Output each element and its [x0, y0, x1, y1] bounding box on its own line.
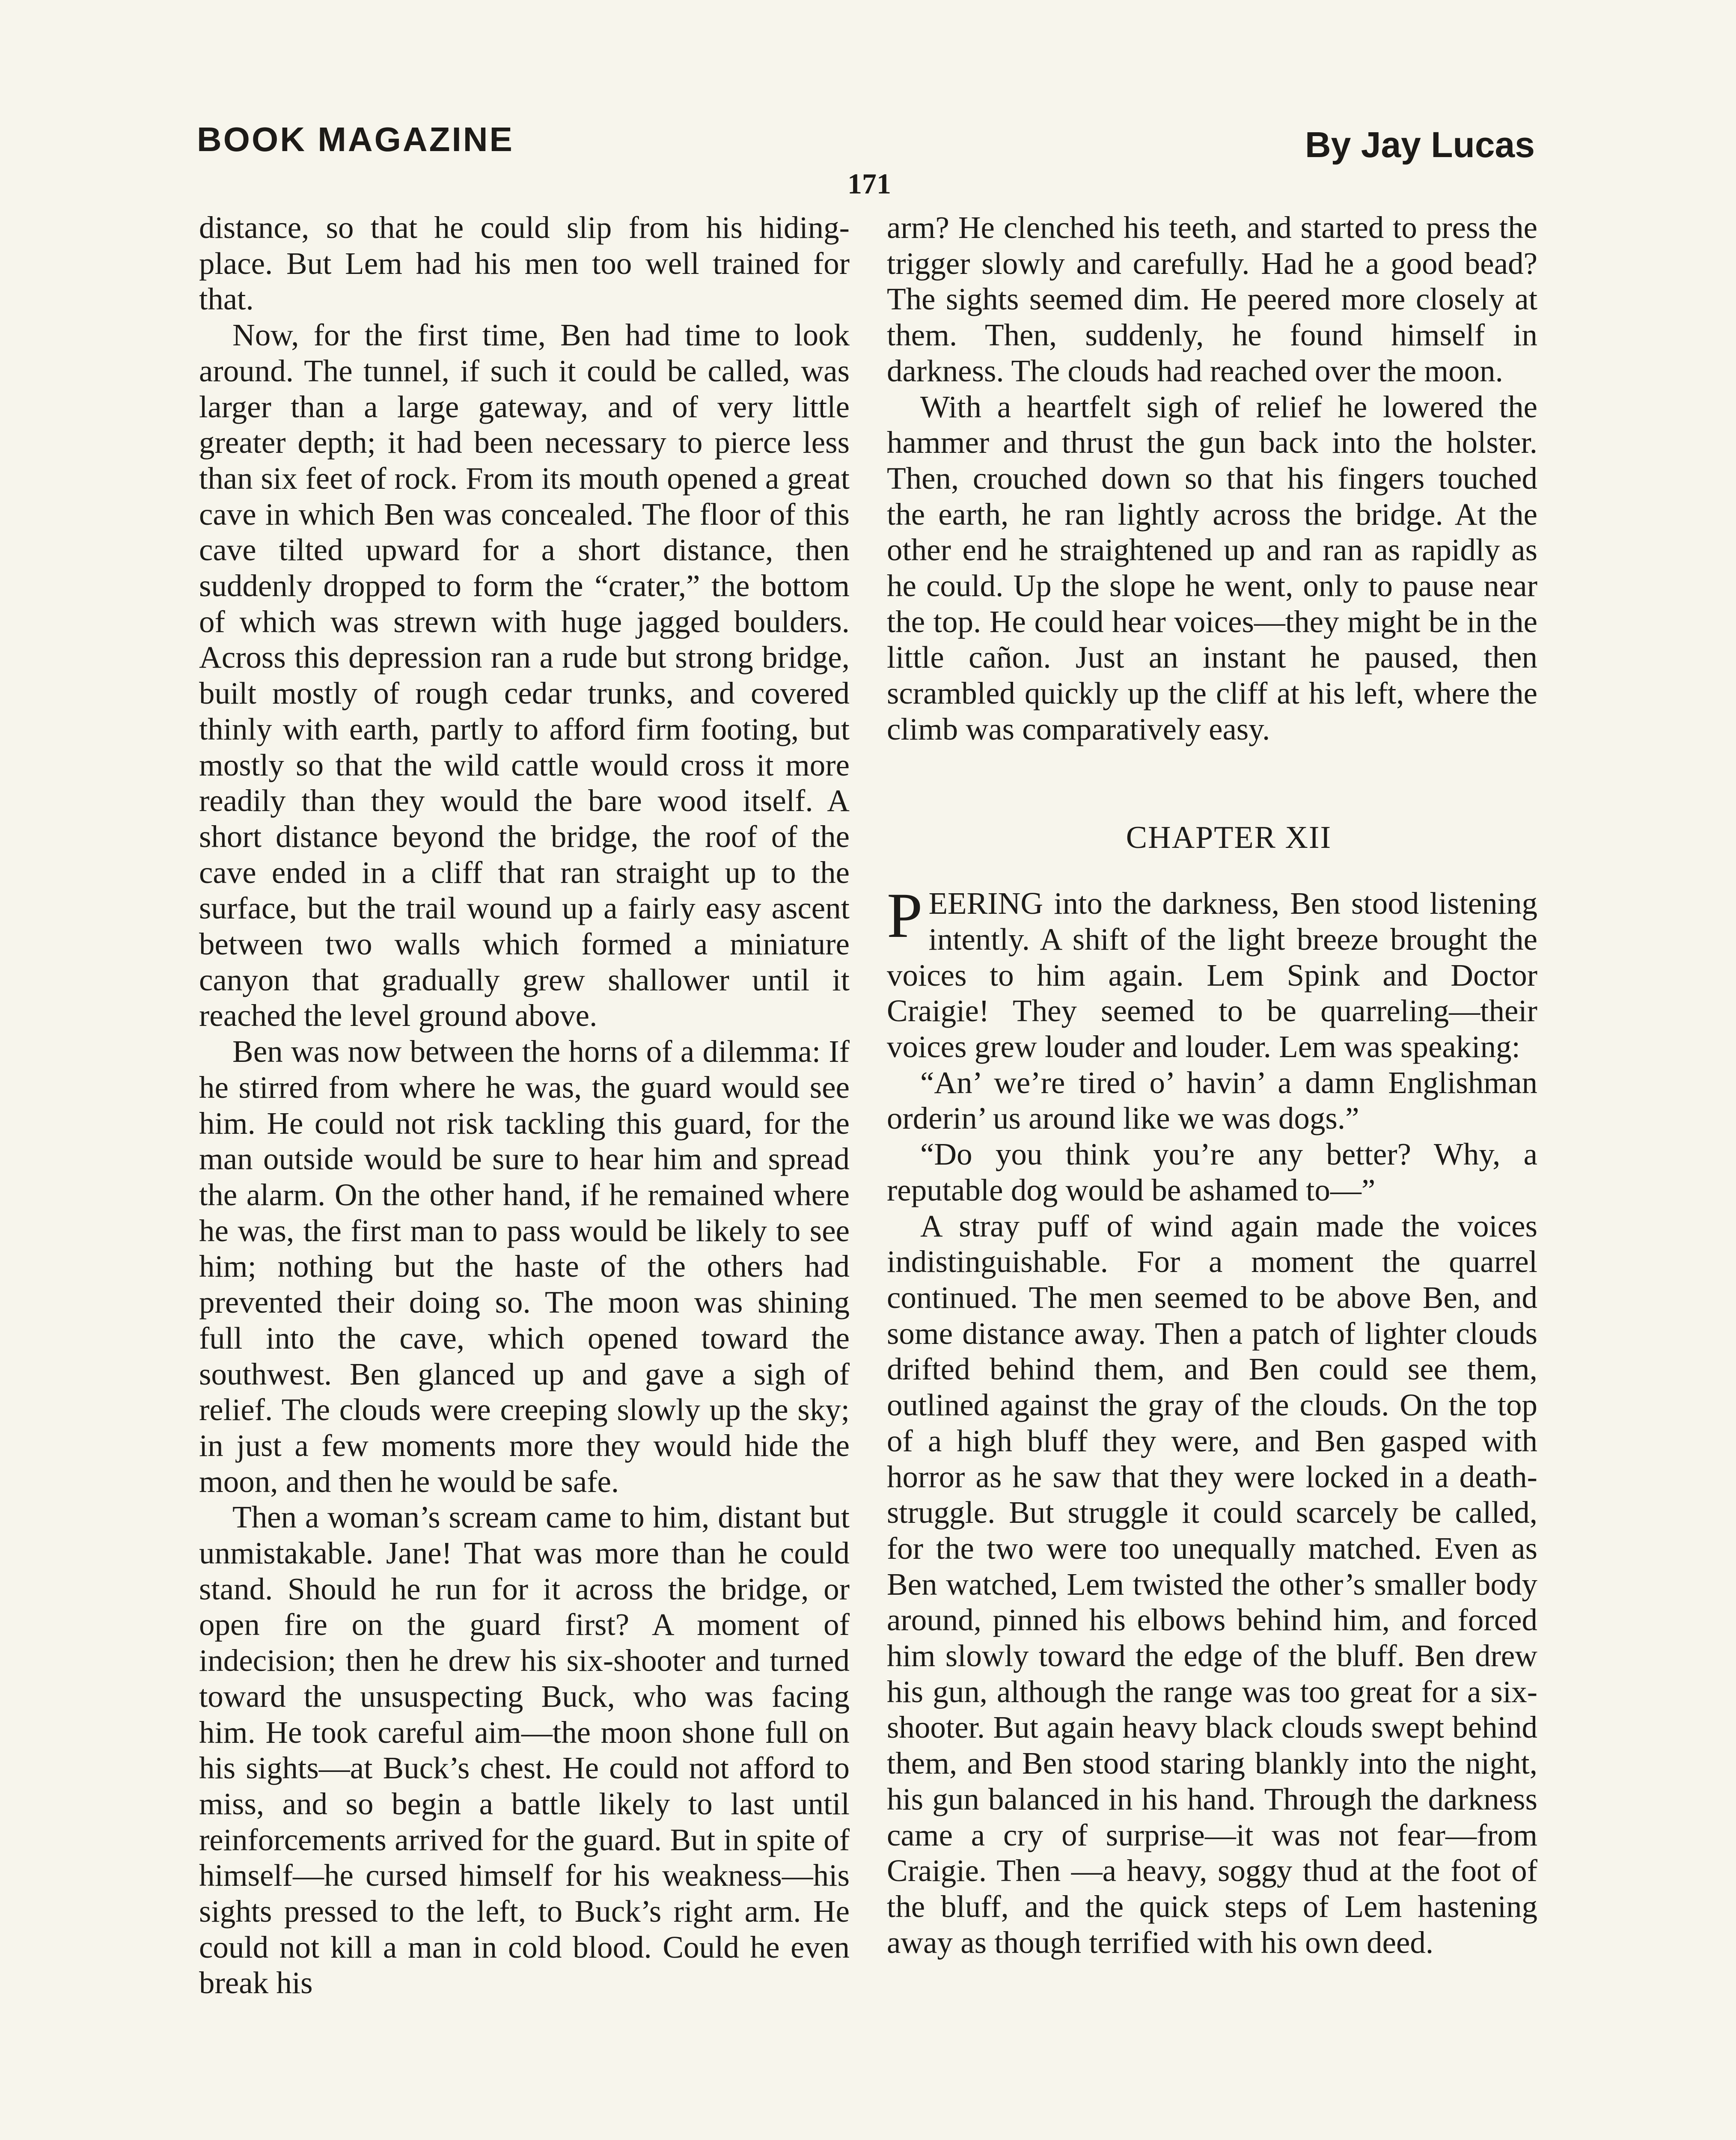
- paragraph: Ben was now between the horns of a dilemma: If he stirred from where he was, the guard would see him. He could not risk tackling this guard, for the man outside would be sure to hear him and spread the alarm. On the other hand, if he remained where he was, the first man to pass would be likely to see him; nothing but the haste of the others had prevented their doing so. The moon was shining full into the cave, which opened toward the southwest. Ben glanced up and gave a sigh of relief. The clouds were creeping slowly up the sky; in just a few moments more they would hide the moon, and then he would be safe.: [199, 1034, 850, 1499]
- magazine-title: BOOK MAGAZINE: [197, 120, 514, 158]
- paragraph: A stray puff of wind again made the voices indistinguishable. For a moment the quarrel continued. The men seemed to be above Ben, and some distance away. Then a patch of lighter clouds drifted behind them, and Ben could see them, outlined against the gray of the clouds. On the top of a high bluff they were, and Ben gasped with horror as he saw that they were locked in a death-struggle. But struggle it could scarcely be called, for the two were too unequally matched. Even as Ben watched, Lem twisted the other’s smaller body around, pinned his elbows behind him, and forced him slowly toward the edge of the bluff. Ben drew his gun, although the range was too great for a six-shooter. But again heavy black clouds swept behind them, and Ben stood staring blankly into the night, his gun balanced in his hand. Through the darkness came a cry of surprise—it was not fear—from Craigie. Then —a heavy, soggy thud at the foot of the bluff, and the quick steps of Lem hastening away as though terrified with his own deed.: [887, 1208, 1537, 1960]
- drop-cap: P: [887, 880, 923, 951]
- chapter-opening-paragraph: [887, 880, 1537, 1065]
- paragraph: “An’ we’re tired o’ havin’ a damn Englishman orderin’ us around like we was dogs.”: [887, 1065, 1537, 1136]
- right-column: [887, 210, 1537, 1960]
- author-byline: By Jay Lucas: [1305, 125, 1535, 165]
- paragraph: “Do you think you’re any better? Why, a reputable dog would be ashamed to—”: [887, 1137, 1537, 1207]
- page-number: 171: [847, 167, 891, 200]
- paragraph: With a heartfelt sigh of relief he lowered the hammer and thrust the gun back into the holster. Then, crouched down so that his fingers touched the earth, he ran lightly across the bridge. At the other end he straightened up and ran as rapidly as he could. Up the slope he went, only to pause near the top. He could hear voices—they might be in the little cañon. Just an instant he paused, then scrambled quickly up the cliff at his left, where the climb was comparatively easy.: [887, 389, 1537, 746]
- paragraph: Then a woman’s scream came to him, distant but unmistakable. Jane! That was more than he could stand. Should he run for it across the bridge, or open fire on the guard first? A moment of indecision; then he drew his six-shooter and turned toward the unsuspecting Buck, who was facing him. He took careful aim—the moon shone full on his sights—at Buck’s chest. He could not afford to miss, and so begin a battle likely to last until reinforcements arrived for the guard. But in spite of himself—he cursed himself for his weakness—his sights pressed to the left, to Buck’s right arm. He could not kill a man in cold blood. Could he even break his: [199, 1500, 850, 2000]
- paragraph: arm? He clenched his teeth, and started to press the trigger slowly and carefully. Had he a good bead? The sights seemed dim. He peered more closely at them. Then, suddenly, he found himself in darkness. The clouds had reached over the moon.: [887, 210, 1537, 388]
- left-column: [199, 210, 850, 2001]
- paragraph: distance, so that he could slip from his hiding-place. But Lem had his men too well trained for that.: [199, 210, 850, 317]
- opening-text: EERING into the darkness, Ben stood listening intently. A shift of the light breeze brought the voices to him again. Lem Spink and Doctor Craigie! They seemed to be quarreling—their voices grew louder and louder. Lem was speaking:: [887, 886, 1537, 1064]
- paragraph: Now, for the first time, Ben had time to look around. The tunnel, if such it could be called, was larger than a large gateway, and of very little greater depth; it had been necessary to pierce less than six feet of rock. From its mouth opened a great cave in which Ben was concealed. The floor of this cave tilted upward for a short distance, then suddenly dropped to form the “crater,” the bottom of which was strewn with huge jagged boulders. Across this depression ran a rude but strong bridge, built mostly of rough cedar trunks, and covered thinly with earth, partly to afford firm footing, but mostly so that the wild cattle would cross it more readily than they would the bare wood itself. A short distance beyond the bridge, the roof of the cave ended in a cliff that ran straight up to the surface, but the trail wound up a fairly easy ascent between two walls which formed a miniature canyon that gradually grew shallower until it reached the level ground above.: [199, 318, 850, 1033]
- chapter-heading: CHAPTER XII: [1126, 820, 1332, 855]
